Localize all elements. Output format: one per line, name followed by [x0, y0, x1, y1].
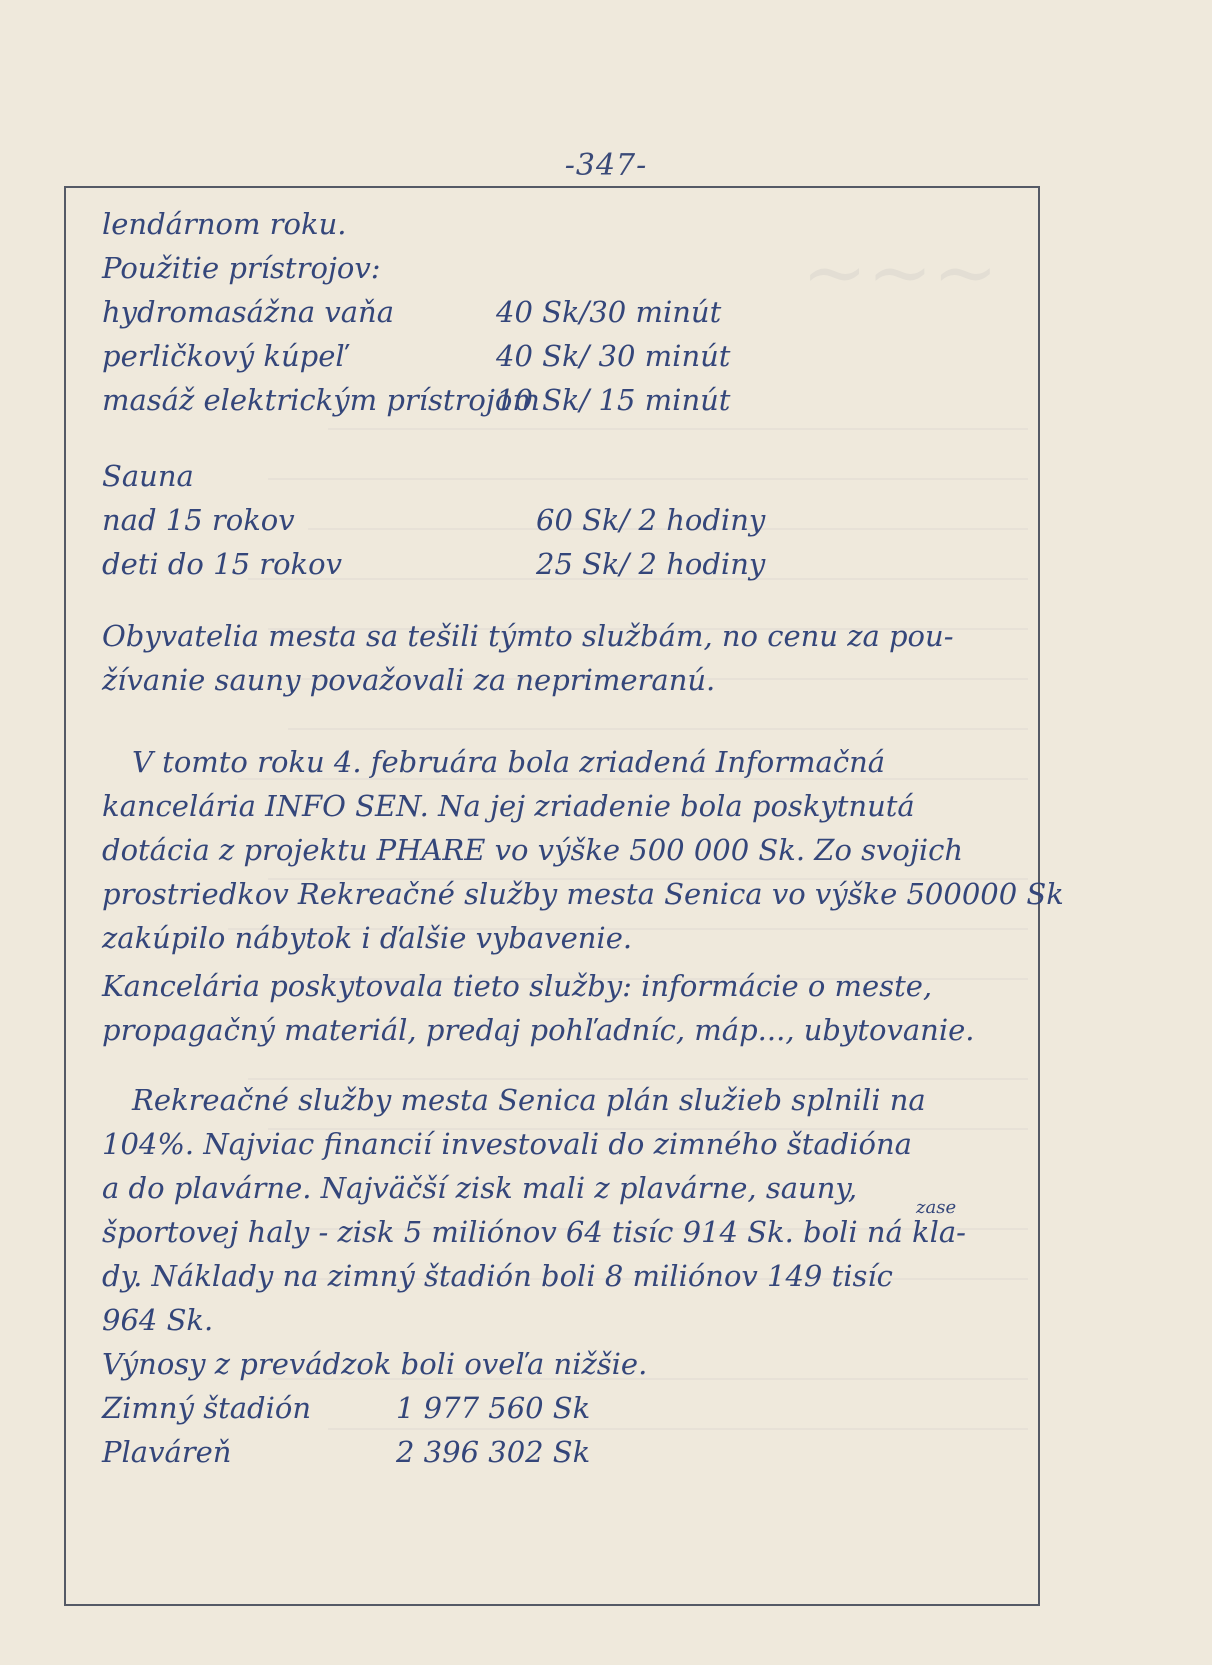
revenue-intro: Výnosy z prevádzok boli oveľa nižšie.: [102, 1347, 648, 1381]
revenue-name: Plaváreň: [102, 1435, 232, 1469]
paragraph-line: 104%. Najviac financií investovali do zimného štadióna: [102, 1127, 912, 1161]
intro-line: lendárnom roku.: [102, 207, 347, 241]
paragraph-line: a do plavárne. Najväčší zisk mali z plavárne, sauny,: [102, 1171, 858, 1205]
paragraph-line: športovej haly - zisk 5 miliónov 64 tisíc 914 Sk. boli ná kla-: [102, 1215, 966, 1249]
paragraph-line: kancelária INFO SEN. Na jej zriadenie bola poskytnutá: [102, 789, 915, 823]
bleed-through-heading: ~~~: [801, 228, 998, 318]
device-price: 40 Sk/30 minút: [496, 295, 722, 329]
device-price: 40 Sk/ 30 minút: [496, 339, 731, 373]
paragraph-line: žívanie sauny považovali za neprimeranú.: [102, 663, 716, 697]
sauna-title: Sauna: [102, 459, 194, 493]
paragraph-line: propagačný materiál, predaj pohľadníc, máp..., ubytovanie.: [102, 1013, 975, 1047]
paragraph-line: Obyvatelia mesta sa tešili týmto službám, no cenu za pou-: [102, 619, 954, 653]
device-name: hydromasážna vaňa: [102, 295, 395, 329]
paragraph-line: V tomto roku 4. februára bola zriadená Informačná: [132, 745, 886, 779]
sauna-row-price: 60 Sk/ 2 hodiny: [536, 503, 766, 537]
page-number: -347-: [564, 148, 648, 183]
device-name: masáž elektrickým prístrojom: [102, 383, 540, 417]
paragraph-line: dotácia z projektu PHARE vo výške 500 000 Sk. Zo svojich: [102, 833, 964, 867]
device-name: perličkový kúpeľ: [102, 339, 347, 373]
revenue-name: Zimný štadión: [102, 1391, 312, 1425]
device-price: 10 Sk/ 15 minút: [496, 383, 731, 417]
paragraph-line: Rekreačné služby mesta Senica plán služieb splnili na: [132, 1083, 926, 1117]
inserted-word: zase: [916, 1197, 957, 1218]
paragraph-line: 964 Sk.: [102, 1303, 214, 1337]
sauna-row-price: 25 Sk/ 2 hodiny: [536, 547, 766, 581]
sauna-row-name: deti do 15 rokov: [102, 547, 342, 581]
sauna-row-name: nad 15 rokov: [102, 503, 295, 537]
intro-line: Použitie prístrojov:: [102, 251, 381, 285]
paragraph-line: Kancelária poskytovala tieto služby: informácie o meste,: [102, 969, 933, 1003]
paragraph-line: prostriedkov Rekreačné služby mesta Senica vo výške 500000 Sk: [102, 877, 1064, 911]
page-frame: [64, 186, 1064, 1606]
paragraph-line: zakúpilo nábytok i ďalšie vybavenie.: [102, 921, 633, 955]
revenue-value: 1 977 560 Sk: [396, 1391, 591, 1425]
paragraph-line: dy. Náklady na zimný štadión boli 8 miliónov 149 tisíc: [102, 1259, 893, 1293]
revenue-value: 2 396 302 Sk: [396, 1435, 591, 1469]
